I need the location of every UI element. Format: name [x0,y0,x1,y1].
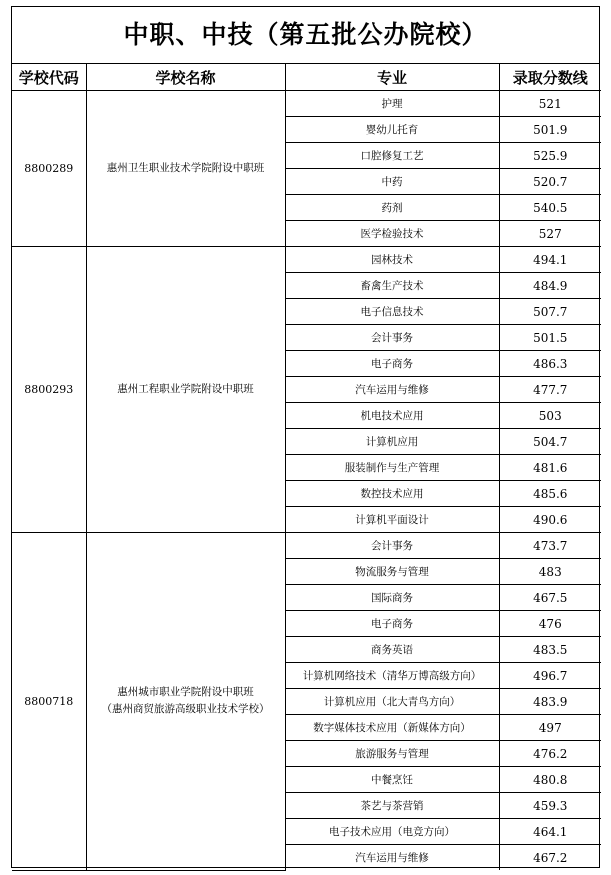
admission-score-cell: 459.3 [499,793,601,819]
page-title: 中职、中技（第五批公办院校） [12,7,599,64]
admission-score-cell: 494.1 [499,247,601,273]
school-name-cell [86,533,285,871]
header-school-name: 学校名称 [86,64,285,91]
major-cell: 汽车运用与维修 [285,377,499,403]
major-cell: 园林技术 [285,247,499,273]
school-code-cell: 8800289 [12,91,86,247]
table-row [12,247,601,273]
major-cell: 电子技术应用（电竞方向） [285,819,499,845]
admission-score-cell: 485.6 [499,481,601,507]
admission-score-cell: 490.6 [499,507,601,533]
major-cell: 旅游服务与管理 [285,741,499,767]
major-cell: 商务英语 [285,637,499,663]
school-name-line: 惠州城市职业学院附设中职班 [117,686,254,699]
major-cell: 服装制作与生产管理 [285,455,499,481]
admission-score-cell: 525.9 [499,143,601,169]
school-code-cell: 8800293 [12,247,86,533]
admission-score-cell: 473.7 [499,533,601,559]
major-cell: 茶艺与茶营销 [285,793,499,819]
table-body [12,91,601,871]
school-name-line: （惠州商贸旅游高级职业技术学校） [101,703,270,716]
admission-score-cell: 476 [499,611,601,637]
school-name-line: 惠州卫生职业技术学院附设中职班 [106,162,265,174]
admission-score-cell: 520.7 [499,169,601,195]
major-cell: 计算机应用 [285,429,499,455]
major-cell: 会计事务 [285,533,499,559]
admission-score-cell: 484.9 [499,273,601,299]
header-school-code: 学校代码 [12,64,86,91]
school-code-cell: 8800718 [12,533,86,871]
major-cell: 国际商务 [285,585,499,611]
admission-score-cell: 540.5 [499,195,601,221]
school-name-cell [86,247,285,533]
major-cell: 数字媒体技术应用（新媒体方向） [285,715,499,741]
admission-score-cell: 527 [499,221,601,247]
major-cell: 电子商务 [285,611,499,637]
admission-score-cell: 486.3 [499,351,601,377]
admission-score-cell: 467.2 [499,845,601,871]
school-name-line: 惠州工程职业学院附设中职班 [117,383,254,395]
admission-score-cell: 483.9 [499,689,601,715]
major-cell: 电子商务 [285,351,499,377]
admission-score-cell: 521 [499,91,601,117]
admission-score-cell: 503 [499,403,601,429]
admission-score-cell: 467.5 [499,585,601,611]
major-cell: 机电技术应用 [285,403,499,429]
major-cell: 计算机平面设计 [285,507,499,533]
major-cell: 护理 [285,91,499,117]
major-cell: 中药 [285,169,499,195]
admission-score-cell: 504.7 [499,429,601,455]
admission-score-table [12,64,601,871]
admission-score-cell: 481.6 [499,455,601,481]
major-cell: 物流服务与管理 [285,559,499,585]
major-cell: 电子信息技术 [285,299,499,325]
major-cell: 计算机应用（北大青鸟方向） [285,689,499,715]
admission-score-cell: 483.5 [499,637,601,663]
major-cell: 畜禽生产技术 [285,273,499,299]
header-major: 专业 [285,64,499,91]
major-cell: 婴幼儿托育 [285,117,499,143]
major-cell: 中餐烹饪 [285,767,499,793]
major-cell: 药剂 [285,195,499,221]
admission-score-cell: 501.9 [499,117,601,143]
admission-score-cell: 476.2 [499,741,601,767]
school-name-cell [86,91,285,247]
major-cell: 口腔修复工艺 [285,143,499,169]
table-header-row [12,64,601,91]
admission-score-cell: 501.5 [499,325,601,351]
admission-score-cell: 483 [499,559,601,585]
table-row [12,533,601,559]
admission-score-sheet [11,6,600,868]
table-row [12,91,601,117]
major-cell: 汽车运用与维修 [285,845,499,871]
admission-score-cell: 480.8 [499,767,601,793]
admission-score-cell: 496.7 [499,663,601,689]
admission-score-cell: 507.7 [499,299,601,325]
major-cell: 计算机网络技术（清华万博高级方向） [285,663,499,689]
admission-score-cell: 464.1 [499,819,601,845]
admission-score-cell: 497 [499,715,601,741]
header-admission-score: 录取分数线 [499,64,601,91]
major-cell: 会计事务 [285,325,499,351]
major-cell: 数控技术应用 [285,481,499,507]
admission-score-cell: 477.7 [499,377,601,403]
major-cell: 医学检验技术 [285,221,499,247]
